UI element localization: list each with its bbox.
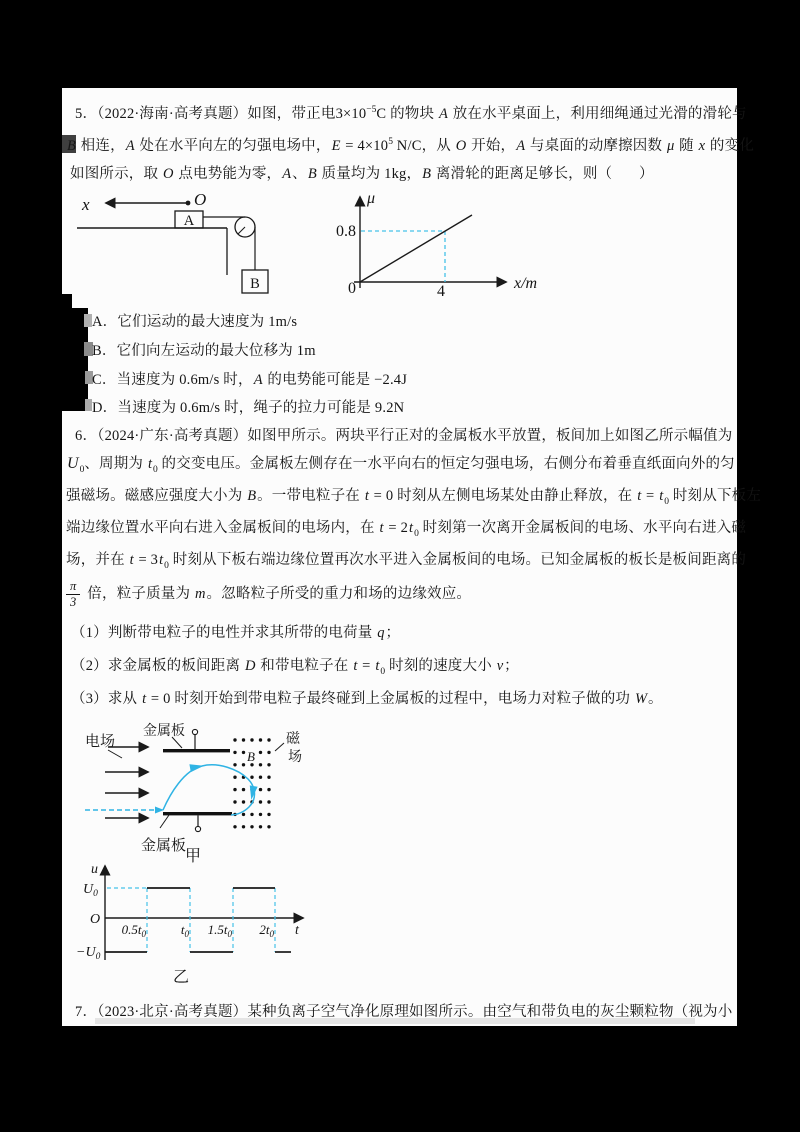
q6-sub-question-2: （2）求金属板的板间距离 D 和带电粒子在 $t = t_0$ 时刻的速度大小 v； [71,658,519,677]
tick-1-5t0: $1.5t_0$ [207,922,232,939]
b-field-label: B [247,749,255,764]
top-plate [163,749,230,752]
block-b-label: B [250,276,260,292]
block-a-label: A [183,213,195,229]
neg-u0-label: $-U_0$ [76,945,101,962]
origin-o-label: O [194,190,207,209]
tick-4: 4 [437,283,445,300]
q6-line-1: 6．（2024·广东·高考真题）如图甲所示。两块平行正对的金属板水平放置，板间加上如图乙所示幅值为 [75,428,733,444]
q6-sub-question-1: （1）判断带电粒子的电性并求其所带的电荷量 q； [71,625,401,641]
x-axis-unit-label: x/m [514,275,538,292]
tick-2t0: $2t_0$ [259,922,274,939]
field-label-pointer [108,750,122,758]
bottom-plate-label: 金属板 [141,838,187,854]
q5-line-3: 如图所示，取 O 点电势能为零，A、B 质量均为 1kg，B 离滑轮的距离足够长，则（ ） [70,166,654,182]
q5-option-d[interactable]: D．当速度为 0.6m/s 时，绳子的拉力可能是 9.2N [92,400,405,416]
fraction-pi-over-3: $\frac{\pi}{3}$ [66,580,80,608]
u-axis-label: u [91,862,98,877]
x-axis-label: x [82,195,90,214]
q6-line-4: 端边缘位置水平向右进入金属板间的电场内，在 $t = 2t_0$ 时刻第一次离开金属板间的电场、水平向右进入磁 [66,520,747,539]
q7-line-1: 7．（2023·北京·高考真题）某种负离子空气净化原理如图所示。由空气和带负电的灰尘颗粒物（视为小 [75,1004,733,1020]
electric-field-label: 电场 [85,734,116,750]
scan-border-jag [0,308,88,411]
trajectory-arrowhead [247,785,257,800]
magnetic-field-label-2: 场 [288,750,302,765]
scan-artifact [85,399,92,411]
q6-line-3: 强磁场。磁感应强度大小为 B。一带电粒子在 t = 0 时刻从左侧电场某处由静止释放，在 $t = t_0$ 时刻从下板左 [66,488,762,507]
tick-t0: $t_0$ [180,922,189,939]
q6-figure-jia [80,720,320,868]
figure-jia-caption: 甲 [185,848,202,865]
q5-option-b[interactable]: B．它们向左运动的最大位移为 1m [92,343,316,359]
q5-option-c[interactable]: C．当速度为 0.6m/s 时，A 的电势能可能是 −2.4J [92,372,408,388]
u0-label: $U_0$ [83,882,98,899]
q6-figure-yi [75,860,320,990]
trajectory-arrowhead [155,807,164,814]
scan-border-jag [0,294,72,308]
tick-0-8: 0.8 [336,223,356,240]
bottom-plate [163,812,232,815]
origin-point-dot [186,201,191,206]
square-wave [105,888,291,952]
top-terminal [192,729,197,734]
tick-0-5t0: $0.5t_0$ [121,922,146,939]
figure-yi-caption: 乙 [173,969,190,986]
magnetic-field-label-1: 磁 [286,732,300,747]
trajectory-arrowhead [189,762,204,772]
particle-trajectory [163,765,255,815]
q6-line-5: 场，并在 $t = 3t_0$ 时刻从下板右端边缘位置再次水平进入金属板间的电场。已知金属板的板长是板间距离的 [66,552,747,571]
tick-zero: 0 [348,280,356,297]
mu-x-line [360,215,472,282]
q5-line-2: B 相连，A 处在水平向左的匀强电场中，$E = 4\times 10^5$ N/C，从 O 开始，A 与桌面的动摩擦因数 μ 随 x 的变化 [67,137,755,154]
q6-line-6: $\frac{\pi}{3}$ 倍，粒子质量为 m 。忽略粒子所受的重力和场的边缘效应。 [66,576,471,612]
t-axis-label: t [295,923,299,938]
q6-sub-question-3: （3）求从 t = 0 时刻开始到带电粒子最终碰到上金属板的过程中，电场力对粒子做的功 W。 [71,691,663,707]
q5-line-1: 5．（2022·海南·高考真题）如图，带正电$3\times 10^{-5}C$ 的物块 A 放在水平桌面上，利用细绳通过光滑的滑轮与 [75,105,747,122]
q5-option-a[interactable]: A．它们运动的最大速度为 1m/s [92,314,298,330]
mu-axis-label: μ [367,190,376,207]
q6-line-2: $U_0$、周期为 $t_0$ 的交变电压。金属板左侧存在一水平向右的恒定匀强电场，右侧分布着垂直纸面向外的匀 [67,455,735,475]
origin-label: O [90,912,101,927]
q5-figure [70,190,570,318]
top-plate-label: 金属板 [143,724,185,739]
bottom-terminal [195,826,200,831]
